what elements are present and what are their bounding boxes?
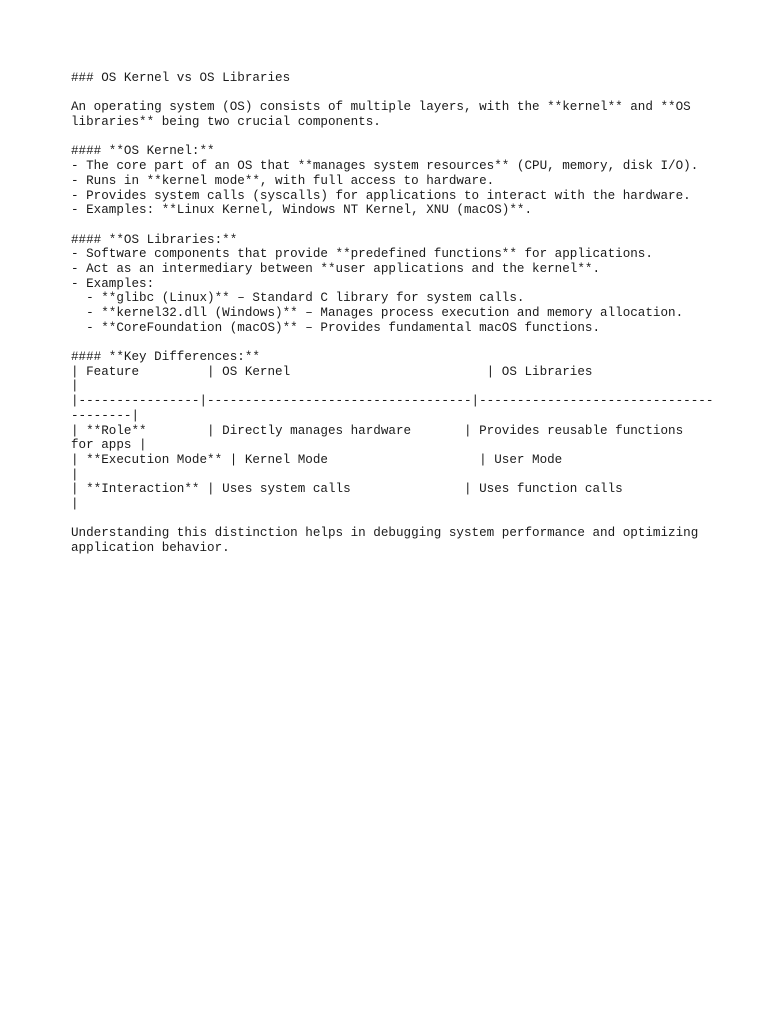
intro-line-1: An operating system (OS) consists of multiple layers, with the **kernel** and **OS xyxy=(71,100,691,115)
table-separator-row: |----------------|-----------------------------------|------------------------------- xyxy=(71,394,714,409)
table-row-role: | **Role** | Directly manages hardware | Provides reusable functions xyxy=(71,423,684,438)
libraries-bullet-2: - Act as an intermediary between **user applications and the kernel**. xyxy=(71,261,601,276)
libraries-bullet-3: - Examples: xyxy=(71,276,155,291)
table-row-interaction: | **Interaction** | Uses system calls | Uses function calls xyxy=(71,482,623,497)
blank-line xyxy=(71,335,711,350)
table-row-interaction-wrap: | xyxy=(71,496,79,511)
libraries-subbullet-2: - **kernel32.dll (Windows)** – Manages process execution and memory allocation. xyxy=(71,306,684,320)
table-row-role-wrap: for apps | xyxy=(71,438,147,453)
table-header-row: | Feature | OS Kernel | OS Libraries xyxy=(71,364,593,379)
table-header-row-wrap: | xyxy=(71,379,79,394)
libraries-subbullet-1: - **glibc (Linux)** – Standard C library for system calls. xyxy=(71,291,525,306)
differences-heading: #### **Key Differences:** xyxy=(71,350,260,365)
blank-line xyxy=(71,86,711,101)
table-row-execution-mode: | **Execution Mode** | Kernel Mode | User Mode xyxy=(71,452,563,467)
kernel-bullet-2: - Runs in **kernel mode**, with full access to hardware. xyxy=(71,173,495,188)
kernel-heading: #### **OS Kernel:** xyxy=(71,144,215,159)
libraries-bullet-1: - Software components that provide **predefined functions** for applications. xyxy=(71,247,653,262)
table-separator-row-wrap: --------| xyxy=(71,408,140,423)
kernel-bullet-1: - The core part of an OS that **manages system resources** (CPU, memory, disk I/O). xyxy=(71,159,699,174)
conclusion-line-1: Understanding this distinction helps in debugging system performance and optimizing xyxy=(71,526,699,541)
blank-line xyxy=(71,512,711,527)
libraries-heading: #### **OS Libraries:** xyxy=(71,232,238,247)
kernel-bullet-3: - Provides system calls (syscalls) for applications to interact with the hardware. xyxy=(71,188,691,203)
table-row-execution-mode-wrap: | xyxy=(71,467,79,482)
document-page xyxy=(71,71,714,556)
blank-line xyxy=(71,130,711,145)
blank-line xyxy=(71,218,711,233)
kernel-bullet-4: - Examples: **Linux Kernel, Windows NT Kernel, XNU (macOS)**. xyxy=(71,203,533,218)
intro-line-2: libraries** being two crucial components. xyxy=(71,115,381,130)
doc-title: ### OS Kernel vs OS Libraries xyxy=(71,71,291,85)
conclusion-line-2: application behavior. xyxy=(71,541,230,555)
libraries-subbullet-3: - **CoreFoundation (macOS)** – Provides fundamental macOS functions. xyxy=(71,320,601,335)
